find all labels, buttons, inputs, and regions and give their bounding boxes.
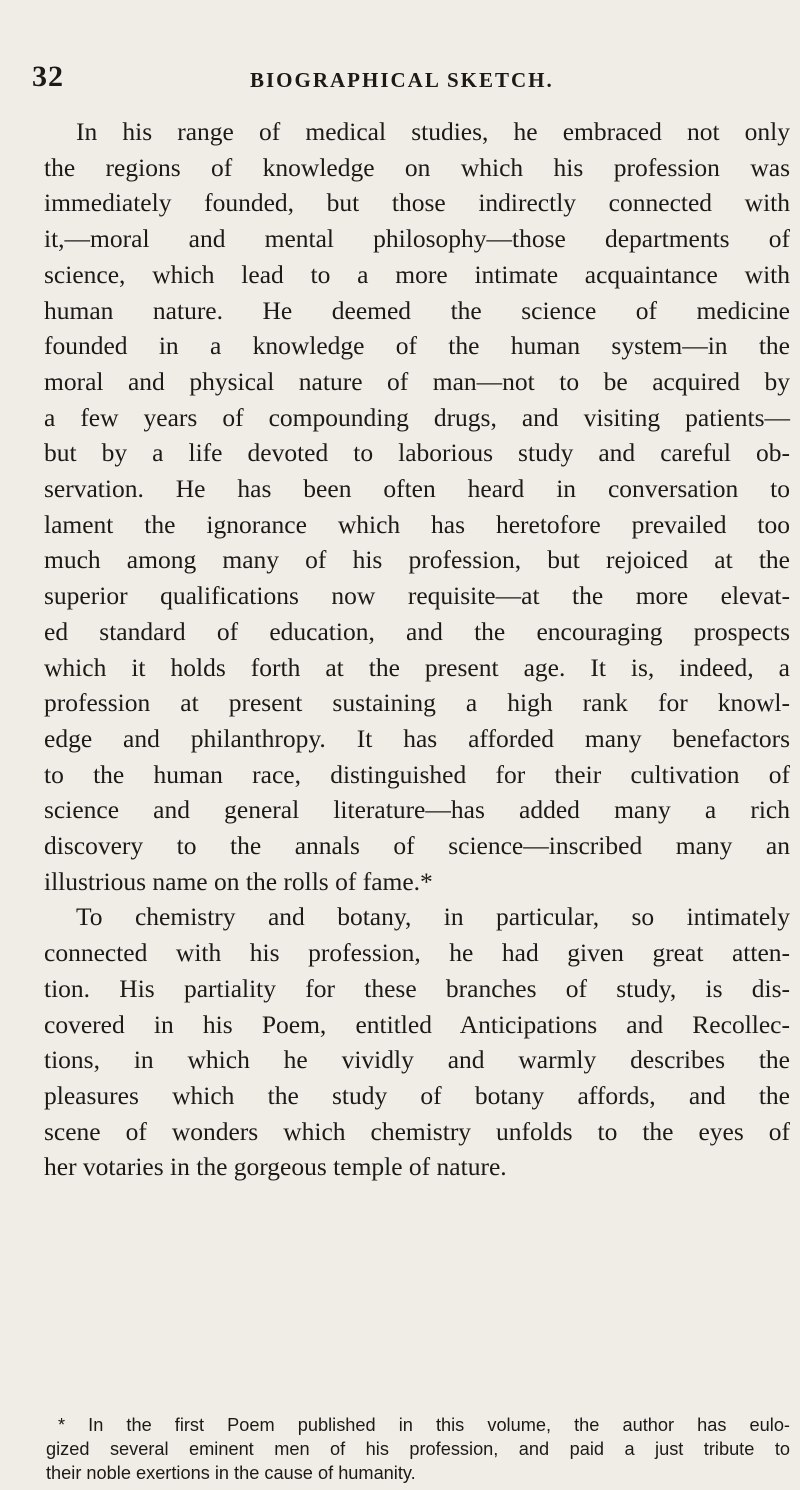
text-line: science and general literature—has added many a rich <box>44 795 790 825</box>
text-line: which it holds forth at the present age. It is, indeed, a <box>44 652 790 682</box>
page-number: 32 <box>32 60 64 93</box>
text-line: In his range of medical studies, he embraced not only <box>76 117 790 146</box>
text-line: servation. He has been often heard in conversation to <box>44 474 790 503</box>
text-line: scene of wonders which chemistry unfolds to the eyes of <box>44 1116 790 1146</box>
running-head <box>32 60 772 100</box>
text-line: to the human race, distinguished for their cultivation of <box>44 759 790 789</box>
footnote-line: their noble exertions in the cause of humanity. <box>46 1463 416 1483</box>
text-line: illustrious name on the rolls of fame.* <box>44 866 433 896</box>
text-line: discovery to the annals of science—inscribed many an <box>44 831 790 860</box>
text-line: edge and philanthropy. It has afforded many benefactors <box>44 723 790 753</box>
footnote-line: gized several eminent men of his profession, and paid a just tribute to <box>46 1439 790 1459</box>
text-line: profession at present sustaining a high rank for knowl- <box>44 688 790 718</box>
text-line: ed standard of education, and the encouraging prospects <box>44 616 790 646</box>
text-line: much among many of his profession, but rejoiced at the <box>44 545 790 575</box>
text-line: a few years of compounding drugs, and visiting patients— <box>44 402 790 432</box>
text-line: tions, in which he vividly and warmly describes the <box>44 1045 790 1075</box>
text-line: immediately founded, but those indirectly connected with <box>44 188 790 218</box>
text-line: it,—moral and mental philosophy—those departments of <box>44 224 790 254</box>
footnote-line: * In the first Poem published in this volume, the author has eulo- <box>58 1415 790 1435</box>
text-line: connected with his profession, he had given great atten- <box>44 938 790 968</box>
text-line: but by a life devoted to laborious study and careful ob- <box>44 438 790 468</box>
text-line: covered in his Poem, entitled Anticipations and Recollec- <box>44 1009 790 1039</box>
text-line: superior qualifications now requisite—at the more elevat- <box>44 581 790 611</box>
text-line: science, which lead to a more intimate acquaintance with <box>44 259 790 289</box>
text-line: To chemistry and botany, in particular, so intimately <box>76 902 790 932</box>
text-line: her votaries in the gorgeous temple of nature. <box>44 1152 507 1182</box>
running-title: BIOGRAPHICAL SKETCH. <box>250 68 554 92</box>
text-line: tion. His partiality for these branches of study, is dis- <box>44 973 790 1003</box>
text-line: human nature. He deemed the science of medicine <box>44 295 790 325</box>
text-line: moral and physical nature of man—not to be acquired by <box>44 366 790 396</box>
text-line: the regions of knowledge on which his profession was <box>44 152 790 182</box>
text-line: lament the ignorance which has heretofore prevailed too <box>44 509 790 539</box>
text-line: founded in a knowledge of the human system—in the <box>44 331 790 361</box>
text-line: pleasures which the study of botany affords, and the <box>44 1080 790 1110</box>
